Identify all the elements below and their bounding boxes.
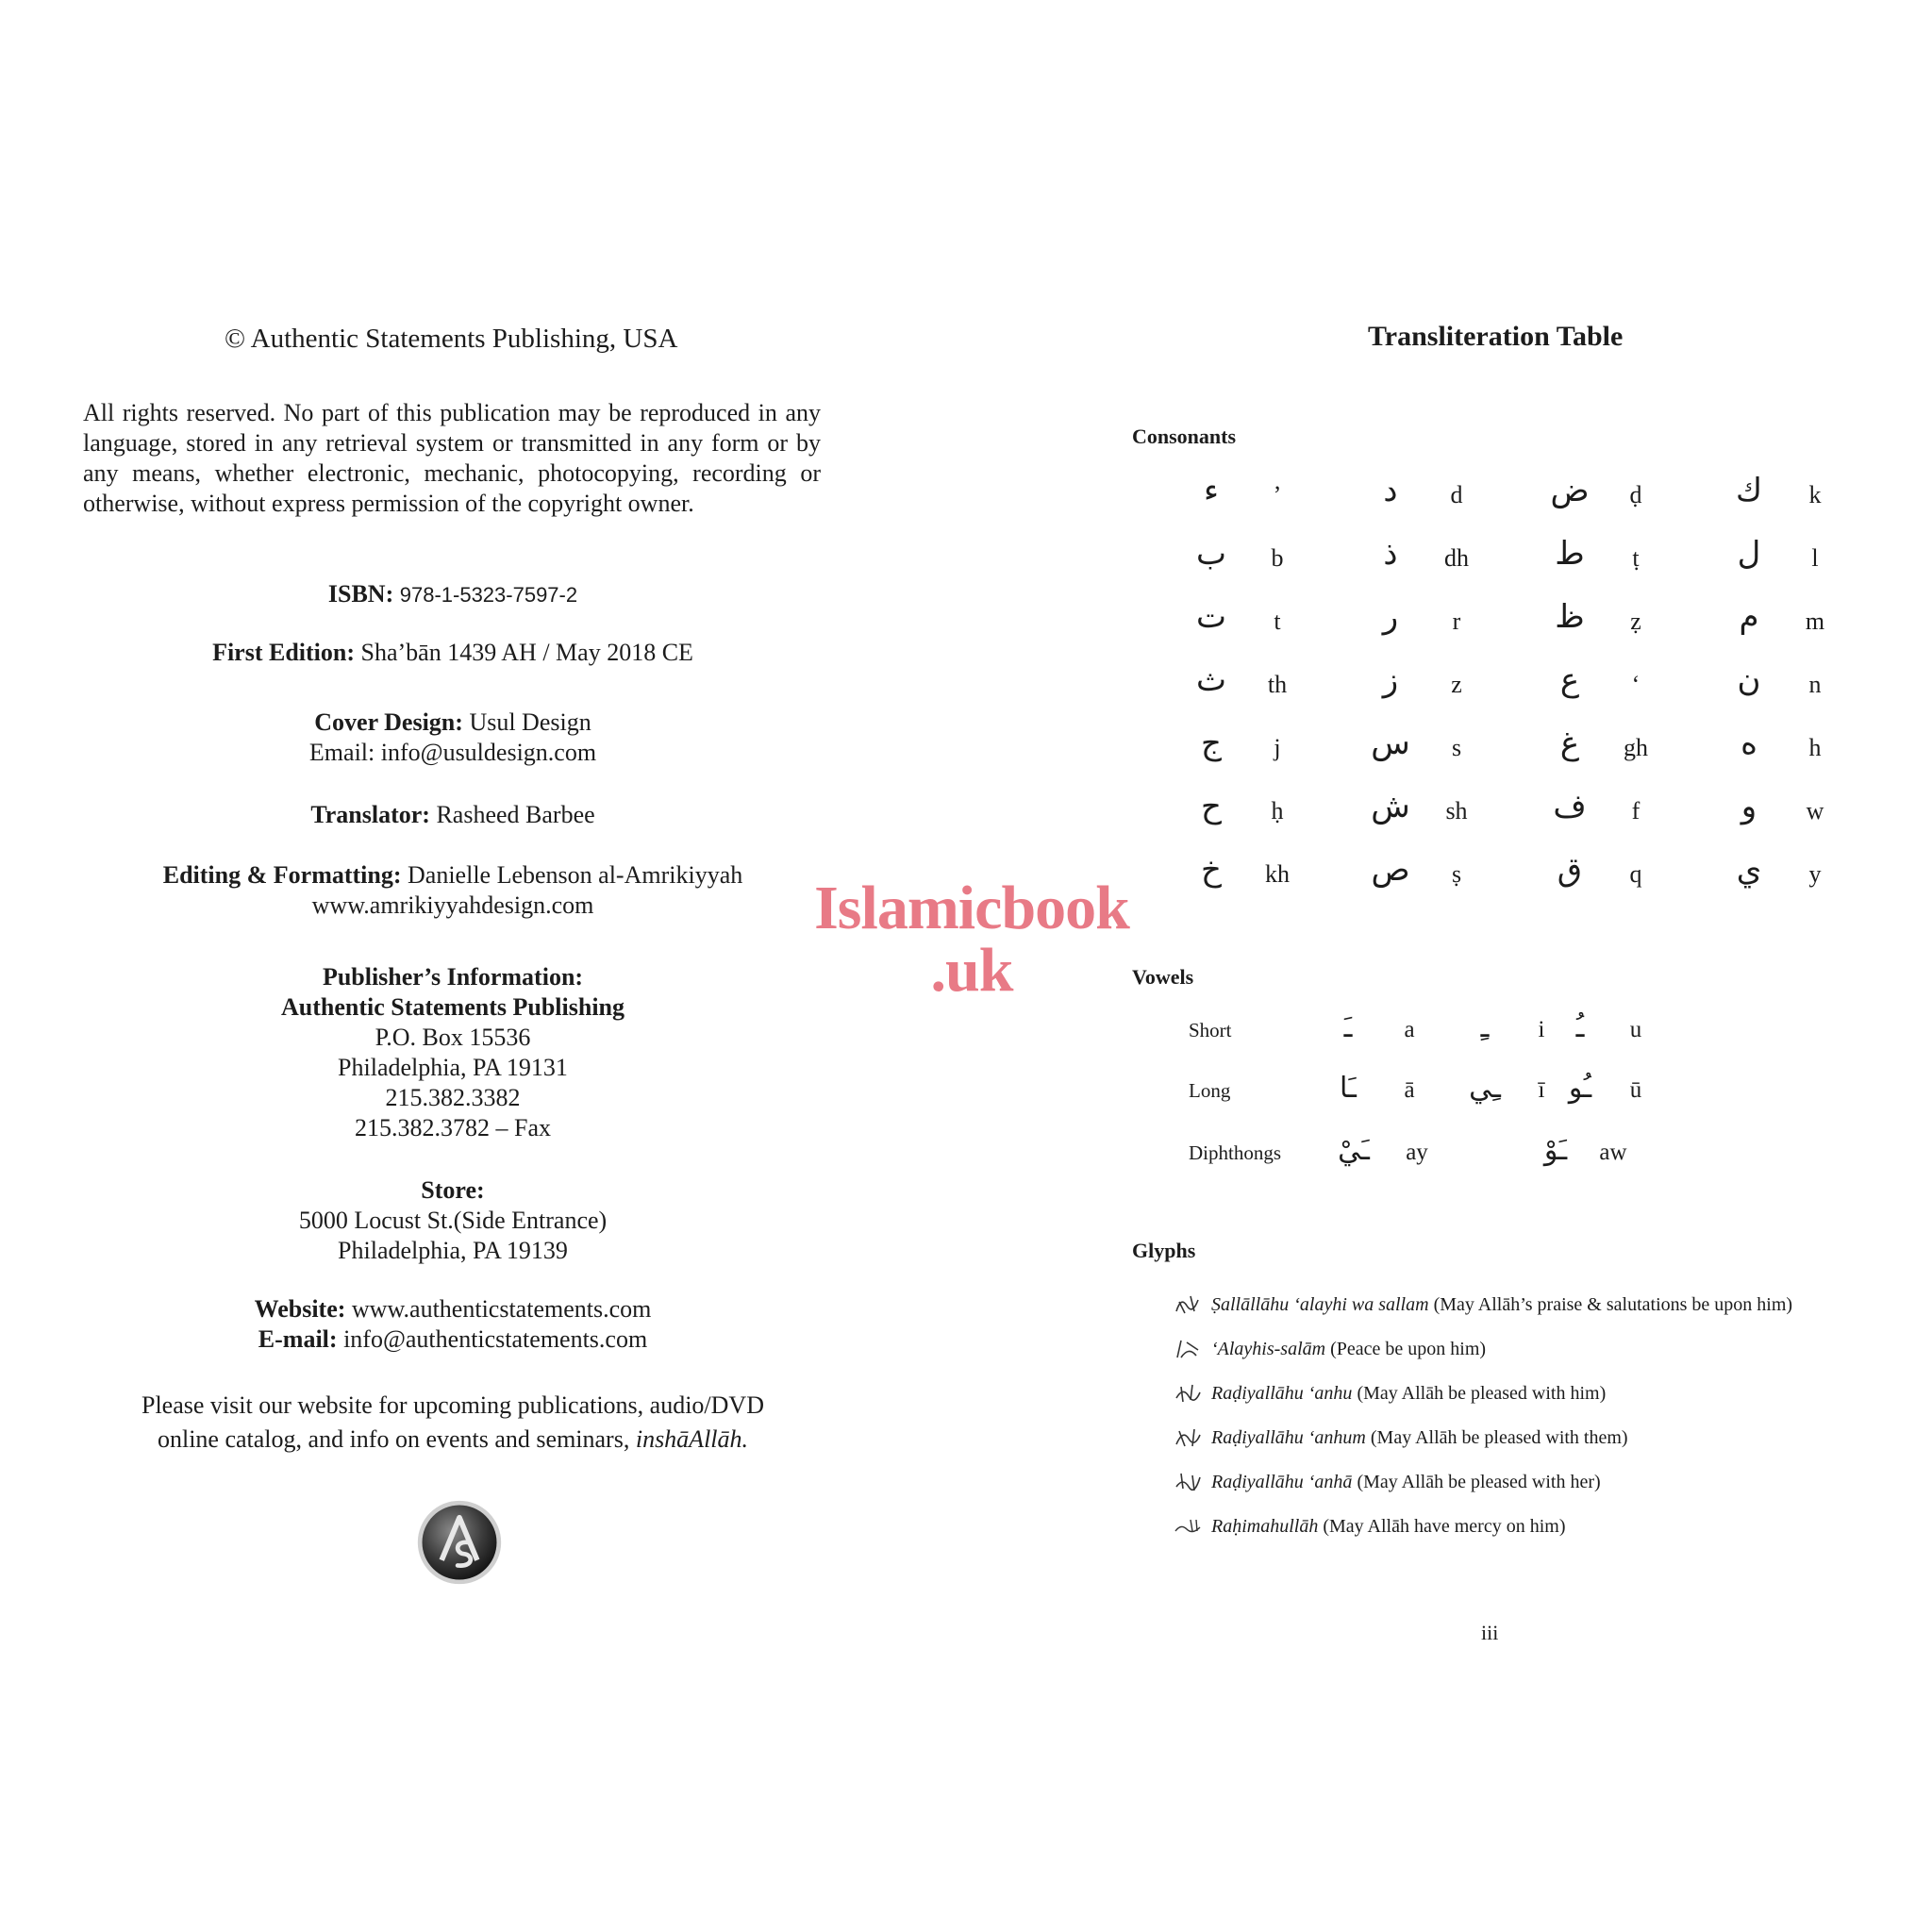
consonant-row [1711,535,1890,598]
arabic-letter: ي [1736,851,1762,889]
consonant-row [1353,472,1532,535]
salawat-calligraphy-icon [1174,1292,1202,1317]
vowel-mark: ـِي [1469,1072,1501,1105]
latin-letter: y [1808,860,1822,888]
arabic-letter: خ [1201,851,1222,889]
copyright-line: © Authentic Statements Publishing, USA [225,324,678,354]
translator-value: Rasheed Barbee [436,801,595,828]
isbn-line [85,579,821,610]
editing-site: www.amrikiyyahdesign.com [311,891,594,919]
arabic-letter: ش [1371,788,1410,825]
arabic-letter: ث [1195,661,1226,699]
visit-italic: inshāAllāh. [635,1425,749,1453]
vowel-mark: ـُ [1575,1011,1585,1044]
email-label: E-mail: [258,1325,338,1353]
arabic-letter: ك [1735,472,1763,509]
latin-letter: m [1805,608,1825,635]
arabic-letter: ذ [1383,535,1398,573]
vowel-translit: ay [1406,1140,1428,1165]
consonant-row [1532,535,1711,598]
short-label: Short [1189,1019,1232,1041]
alayhis-salam-calligraphy-icon [1174,1337,1202,1361]
editing-block [85,860,821,921]
consonant-row [1174,472,1353,535]
glyph-item [1174,1291,1890,1335]
glyph-term: ‘Alayhis-salām [1211,1339,1326,1359]
latin-letter: ’ [1273,481,1282,508]
latin-letter: ḍ [1629,481,1642,508]
publisher-city: Philadelphia, PA 19131 [338,1054,568,1081]
glyph-list [1174,1291,1890,1557]
consonant-row [1174,724,1353,788]
latin-letter: z [1451,671,1462,698]
glyph-meaning: (May Allāh be pleased with her) [1357,1472,1601,1492]
arabic-letter: م [1739,598,1759,636]
consonant-row [1711,724,1890,788]
glyph-meaning: (May Allāh have mercy on him) [1323,1516,1566,1537]
consonant-row [1532,724,1711,788]
consonant-row [1532,788,1711,851]
latin-letter: r [1452,608,1461,635]
glyph-item [1174,1379,1890,1424]
consonant-row [1711,661,1890,724]
arabic-letter: ب [1195,535,1226,573]
arabic-letter: س [1371,724,1410,762]
consonant-row [1532,472,1711,535]
arabic-letter: ر [1382,598,1399,636]
latin-letter: j [1274,734,1281,761]
consonant-column [1532,472,1711,914]
glyph-meaning: (Peace be upon him) [1330,1339,1487,1359]
translator-line [85,800,821,830]
latin-letter: d [1450,481,1463,508]
rahimahullah-calligraphy-icon [1174,1514,1202,1539]
watermark-line-2: .uk [930,936,1013,1005]
arabic-letter: ء [1204,472,1219,509]
consonant-row [1532,598,1711,661]
long-vowels-row [1155,1070,1872,1126]
cover-email: Email: info@usuldesign.com [308,739,597,766]
publisher-logo [415,1498,504,1587]
publisher-heading: Publisher’s Information: [322,963,584,991]
consonant-row [1711,472,1890,535]
consonant-row [1174,851,1353,914]
cover-value: Usul Design [469,708,591,736]
visit-paragraph [85,1389,821,1457]
isbn-label: ISBN: [327,580,394,608]
consonant-column [1353,472,1532,914]
latin-letter: th [1267,671,1288,698]
consonant-column [1174,472,1353,914]
arabic-letter: ق [1557,851,1583,889]
consonant-row [1174,535,1353,598]
glyph-meaning: (May Allāh be pleased with him) [1357,1383,1607,1404]
vowel-mark: ـُو [1568,1072,1592,1105]
cover-label: Cover Design: [314,708,463,736]
page-number: iii [1481,1621,1499,1644]
publisher-fax: 215.382.3782 – Fax [355,1114,551,1141]
arabic-letter: ط [1555,535,1585,573]
edition-label: First Edition: [212,639,356,666]
glyph-term: Raḍiyallāhu ‘anhum [1211,1427,1366,1448]
store-block [85,1175,821,1266]
store-heading: Store: [421,1176,485,1204]
latin-letter: l [1811,544,1819,572]
vowel-mark: ـَا [1340,1072,1357,1105]
consonant-row [1353,724,1532,788]
glyph-meaning: (May Allāh’s praise & salutations be upon him) [1433,1294,1793,1315]
arabic-letter: ف [1553,788,1587,825]
latin-letter: dh [1444,544,1469,572]
page-title: Transliteration Table [1368,321,1624,352]
contact-block [85,1294,821,1355]
latin-letter: sh [1445,797,1468,824]
publisher-box: P.O. Box 15536 [375,1024,531,1051]
arabic-letter: ه [1740,724,1757,762]
website-label: Website: [254,1295,346,1323]
consonant-row [1353,598,1532,661]
transliteration-page [966,0,1932,1932]
vowel-translit: ū [1629,1077,1642,1103]
arabic-letter: ظ [1555,598,1585,636]
latin-letter: kh [1265,860,1290,888]
isbn-value: 978-1-5323-7597-2 [399,583,578,607]
vowel-translit: aw [1599,1140,1627,1165]
arabic-letter: و [1740,788,1757,825]
consonants-grid [1174,472,1890,924]
rights-paragraph: All rights reserved. No part of this publication may be reproduced in any language, stored in any retrieval system or transmitted in any form or by any means, whether electronic, mechanic, photocopying, recording or otherwise, without express permission of the copyright owner. [83,399,821,517]
arabic-letter: ع [1559,661,1580,699]
latin-letter: gh [1624,734,1648,761]
consonant-row [1353,851,1532,914]
translator-label: Translator: [310,801,430,828]
store-city: Philadelphia, PA 19139 [338,1237,568,1264]
latin-letter: s [1451,734,1462,761]
glyph-meaning: (May Allāh be pleased with them) [1370,1427,1628,1448]
latin-letter: ‘ [1631,671,1641,698]
vowel-mark: ـَيْ [1338,1134,1370,1167]
consonant-row [1353,788,1532,851]
latin-letter: h [1808,734,1822,761]
latin-letter: f [1631,797,1641,824]
editing-value: Danielle Lebenson al-Amrikiyyah [408,861,743,889]
consonant-column [1711,472,1890,914]
latin-letter: ḥ [1271,797,1284,824]
edition-value: Sha’bān 1439 AH / May 2018 CE [360,639,693,666]
latin-letter: w [1806,797,1824,824]
glyph-item [1174,1335,1890,1379]
vowel-translit: i [1538,1017,1545,1042]
arabic-letter: ص [1371,851,1410,889]
arabic-letter: د [1383,472,1398,509]
diphthongs-row [1155,1132,1872,1189]
watermark-line-1: Islamicbook [814,874,1129,942]
arabic-letter: ز [1382,661,1399,699]
consonant-row [1353,535,1532,598]
publisher-block [85,962,821,1143]
email-value: info@authenticstatements.com [343,1325,648,1353]
vowel-translit: ā [1404,1077,1415,1103]
glyph-term: Raḍiyallāhu ‘anhā [1211,1472,1353,1492]
radiyallahu-anhum-calligraphy-icon [1174,1425,1202,1450]
visit-line-1: Please visit our website for upcoming publications, audio/DVD [141,1391,764,1419]
consonant-row [1532,661,1711,724]
vowel-translit: ī [1538,1077,1545,1103]
glyph-item [1174,1512,1890,1557]
consonant-row [1532,851,1711,914]
website-value: www.authenticstatements.com [351,1295,652,1323]
arabic-letter: ت [1195,598,1226,636]
arabic-letter: ن [1737,661,1761,699]
glyphs-heading: Glyphs [1132,1239,1196,1262]
glyph-term: Ṣallāllāhu ‘alayhi wa sallam [1211,1294,1429,1315]
vowel-mark: ـَوْ [1543,1134,1568,1167]
vowel-mark: ـَ [1343,1011,1353,1044]
cover-design-block [85,708,821,768]
latin-letter: k [1808,481,1822,508]
consonant-row [1711,598,1890,661]
latin-letter: n [1808,671,1822,698]
arabic-letter: غ [1559,724,1580,762]
arabic-letter: ح [1201,788,1222,825]
publisher-name: Authentic Statements Publishing [280,993,625,1021]
consonant-row [1174,661,1353,724]
publisher-phone: 215.382.3382 [385,1084,521,1111]
glyph-item [1174,1424,1890,1468]
editing-label: Editing & Formatting: [162,861,402,889]
glyph-item [1174,1468,1890,1512]
consonants-heading: Consonants [1132,425,1237,448]
short-vowels-row [1155,1009,1872,1066]
vowels-heading: Vowels [1132,965,1194,989]
arabic-letter: ج [1201,724,1222,762]
glyph-term: Raḍiyallāhu ‘anhu [1211,1383,1353,1404]
diphthongs-label: Diphthongs [1189,1141,1282,1164]
consonant-row [1174,788,1353,851]
glyph-term: Raḥimahullāh [1211,1516,1319,1537]
store-address: 5000 Locust St.(Side Entrance) [298,1207,608,1234]
latin-letter: ẓ [1630,608,1641,635]
radiyallahu-anhu-calligraphy-icon [1174,1381,1202,1406]
latin-letter: ṭ [1632,544,1640,572]
visit-line-2: online catalog, and info on events and seminars, [157,1425,630,1453]
radiyallahu-anha-calligraphy-icon [1174,1470,1202,1494]
consonant-row [1711,788,1890,851]
arabic-letter: ض [1550,472,1590,509]
vowel-translit: u [1629,1017,1642,1042]
latin-letter: q [1629,860,1642,888]
consonant-row [1711,851,1890,914]
long-label: Long [1189,1079,1231,1102]
latin-letter: t [1274,608,1281,635]
consonant-row [1174,598,1353,661]
edition-line [85,638,821,668]
vowel-mark: ـِ [1480,1011,1490,1044]
vowel-translit: a [1404,1017,1415,1042]
arabic-letter: ل [1737,535,1761,573]
consonant-row [1353,661,1532,724]
latin-letter: b [1271,544,1284,572]
latin-letter: ṣ [1451,860,1462,888]
